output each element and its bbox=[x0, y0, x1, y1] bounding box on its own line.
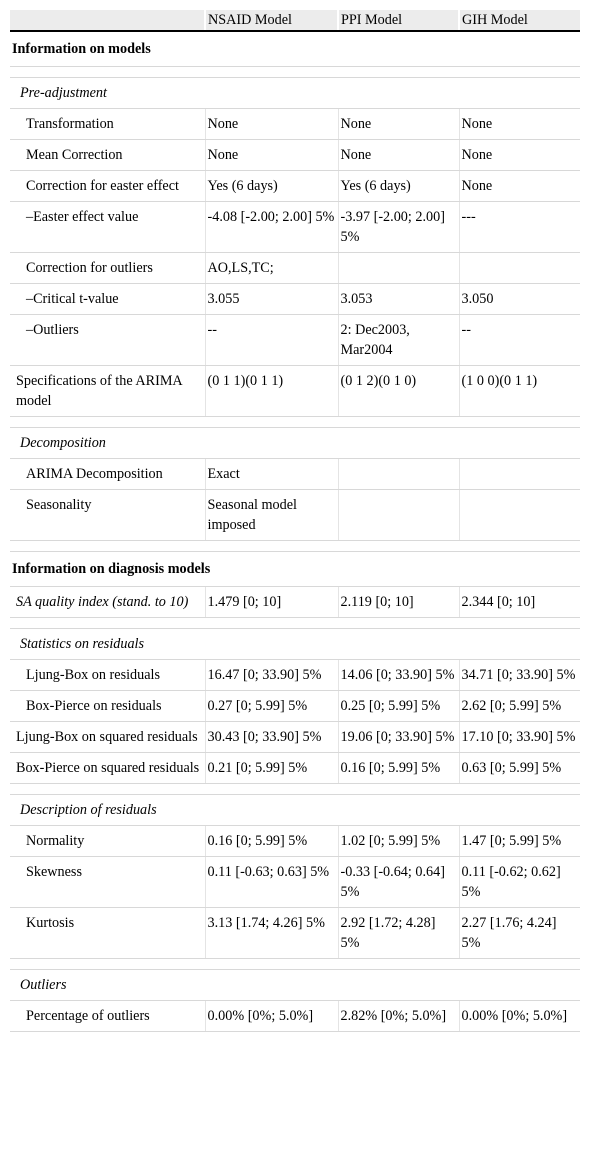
cell-nsaid: 0.27 [0; 5.99] 5% bbox=[205, 691, 338, 722]
cell-ppi: None bbox=[338, 109, 459, 140]
table-row bbox=[10, 826, 580, 857]
table-row bbox=[10, 366, 580, 417]
row-label: Kurtosis bbox=[10, 908, 205, 959]
row-label: Specifications of the ARIMA model bbox=[10, 366, 205, 417]
table-row bbox=[10, 202, 580, 253]
row-label: –Easter effect value bbox=[10, 202, 205, 253]
subsection-title: Pre-adjustment bbox=[10, 78, 580, 109]
table-row bbox=[10, 587, 580, 618]
cell-nsaid: -4.08 [-2.00; 2.00] 5% bbox=[205, 202, 338, 253]
row-label: Box-Pierce on squared residuals bbox=[10, 753, 205, 784]
subsection-title: Outliers bbox=[10, 970, 580, 1001]
table-row bbox=[10, 284, 580, 315]
cell-ppi bbox=[338, 459, 459, 490]
cell-ppi: 1.02 [0; 5.99] 5% bbox=[338, 826, 459, 857]
table-row bbox=[10, 109, 580, 140]
spacer-row bbox=[10, 784, 580, 795]
cell-nsaid: 0.16 [0; 5.99] 5% bbox=[205, 826, 338, 857]
spacer-row bbox=[10, 959, 580, 970]
cell-nsaid: 16.47 [0; 33.90] 5% bbox=[205, 660, 338, 691]
cell-nsaid: Yes (6 days) bbox=[205, 171, 338, 202]
cell-nsaid: None bbox=[205, 109, 338, 140]
cell-ppi: -0.33 [-0.64; 0.64] 5% bbox=[338, 857, 459, 908]
subsection-desc-residuals bbox=[10, 795, 580, 826]
row-label: Skewness bbox=[10, 857, 205, 908]
row-label: Ljung-Box on residuals bbox=[10, 660, 205, 691]
cell-gih bbox=[459, 253, 580, 284]
cell-nsaid: 0.21 [0; 5.99] 5% bbox=[205, 753, 338, 784]
section-diagnosis bbox=[10, 552, 580, 587]
row-label: –Outliers bbox=[10, 315, 205, 366]
cell-nsaid: 0.00% [0%; 5.0%] bbox=[205, 1001, 338, 1032]
cell-gih bbox=[459, 459, 580, 490]
header-gih: GIH Model bbox=[459, 10, 580, 31]
row-label: Correction for outliers bbox=[10, 253, 205, 284]
row-label: Box-Pierce on residuals bbox=[10, 691, 205, 722]
cell-ppi bbox=[338, 490, 459, 541]
spacer-row bbox=[10, 417, 580, 428]
cell-nsaid: (0 1 1)(0 1 1) bbox=[205, 366, 338, 417]
row-label: Normality bbox=[10, 826, 205, 857]
table-row bbox=[10, 722, 580, 753]
cell-ppi: 0.25 [0; 5.99] 5% bbox=[338, 691, 459, 722]
cell-gih: None bbox=[459, 140, 580, 171]
cell-gih: 17.10 [0; 33.90] 5% bbox=[459, 722, 580, 753]
subsection-title: Statistics on residuals bbox=[10, 629, 580, 660]
cell-ppi: 0.16 [0; 5.99] 5% bbox=[338, 753, 459, 784]
table-row bbox=[10, 691, 580, 722]
table-row bbox=[10, 660, 580, 691]
subsection-outliers bbox=[10, 970, 580, 1001]
cell-ppi: None bbox=[338, 140, 459, 171]
table-row bbox=[10, 459, 580, 490]
cell-ppi: 3.053 bbox=[338, 284, 459, 315]
cell-nsaid: Exact bbox=[205, 459, 338, 490]
cell-gih: 1.47 [0; 5.99] 5% bbox=[459, 826, 580, 857]
cell-ppi: Yes (6 days) bbox=[338, 171, 459, 202]
row-label: Ljung-Box on squared residuals bbox=[10, 722, 205, 753]
table-row bbox=[10, 171, 580, 202]
cell-ppi: 14.06 [0; 33.90] 5% bbox=[338, 660, 459, 691]
header-row bbox=[10, 10, 580, 31]
cell-nsaid: 0.11 [-0.63; 0.63] 5% bbox=[205, 857, 338, 908]
cell-gih: --- bbox=[459, 202, 580, 253]
table-row bbox=[10, 857, 580, 908]
table-row bbox=[10, 908, 580, 959]
subsection-title: Decomposition bbox=[10, 428, 580, 459]
cell-ppi: -3.97 [-2.00; 2.00] 5% bbox=[338, 202, 459, 253]
row-label: Transformation bbox=[10, 109, 205, 140]
cell-gih bbox=[459, 490, 580, 541]
cell-nsaid: AO,LS,TC; bbox=[205, 253, 338, 284]
row-label: –Critical t-value bbox=[10, 284, 205, 315]
cell-nsaid: None bbox=[205, 140, 338, 171]
cell-ppi: (0 1 2)(0 1 0) bbox=[338, 366, 459, 417]
cell-gih: None bbox=[459, 109, 580, 140]
row-label: Seasonality bbox=[10, 490, 205, 541]
table-row bbox=[10, 253, 580, 284]
table-row bbox=[10, 1001, 580, 1032]
cell-ppi: 2.119 [0; 10] bbox=[338, 587, 459, 618]
table-row bbox=[10, 140, 580, 171]
cell-gih: 2.344 [0; 10] bbox=[459, 587, 580, 618]
subsection-stats-residuals bbox=[10, 629, 580, 660]
section-models bbox=[10, 31, 580, 67]
section-title: Information on models bbox=[10, 31, 580, 67]
row-label: Correction for easter effect bbox=[10, 171, 205, 202]
spacer-row bbox=[10, 618, 580, 629]
table-row bbox=[10, 753, 580, 784]
cell-nsaid: 3.055 bbox=[205, 284, 338, 315]
cell-nsaid: 3.13 [1.74; 4.26] 5% bbox=[205, 908, 338, 959]
cell-gih: 2.27 [1.76; 4.24] 5% bbox=[459, 908, 580, 959]
section-title: Information on diagnosis models bbox=[10, 552, 580, 587]
row-label: Mean Correction bbox=[10, 140, 205, 171]
cell-gih: 34.71 [0; 33.90] 5% bbox=[459, 660, 580, 691]
cell-gih: (1 0 0)(0 1 1) bbox=[459, 366, 580, 417]
header-ppi: PPI Model bbox=[338, 10, 459, 31]
cell-nsaid: Seasonal model imposed bbox=[205, 490, 338, 541]
header-nsaid: NSAID Model bbox=[205, 10, 338, 31]
cell-gih: 2.62 [0; 5.99] 5% bbox=[459, 691, 580, 722]
row-label: SA quality index (stand. to 10) bbox=[10, 587, 205, 618]
table-row bbox=[10, 490, 580, 541]
subsection-preadjustment bbox=[10, 78, 580, 109]
cell-ppi bbox=[338, 253, 459, 284]
cell-gih: 0.63 [0; 5.99] 5% bbox=[459, 753, 580, 784]
spacer-row bbox=[10, 67, 580, 78]
cell-gih: None bbox=[459, 171, 580, 202]
cell-ppi: 19.06 [0; 33.90] 5% bbox=[338, 722, 459, 753]
spacer-row bbox=[10, 541, 580, 552]
cell-gih: 0.00% [0%; 5.0%] bbox=[459, 1001, 580, 1032]
cell-gih: 3.050 bbox=[459, 284, 580, 315]
subsection-title: Description of residuals bbox=[10, 795, 580, 826]
cell-nsaid: 1.479 [0; 10] bbox=[205, 587, 338, 618]
cell-ppi: 2: Dec2003, Mar2004 bbox=[338, 315, 459, 366]
cell-gih: -- bbox=[459, 315, 580, 366]
cell-ppi: 2.82% [0%; 5.0%] bbox=[338, 1001, 459, 1032]
table-row bbox=[10, 315, 580, 366]
cell-gih: 0.11 [-0.62; 0.62] 5% bbox=[459, 857, 580, 908]
header-empty bbox=[10, 10, 205, 31]
results-table bbox=[10, 10, 580, 1032]
row-label: Percentage of outliers bbox=[10, 1001, 205, 1032]
cell-nsaid: 30.43 [0; 33.90] 5% bbox=[205, 722, 338, 753]
row-label: ARIMA Decomposition bbox=[10, 459, 205, 490]
cell-nsaid: -- bbox=[205, 315, 338, 366]
subsection-decomposition bbox=[10, 428, 580, 459]
cell-ppi: 2.92 [1.72; 4.28] 5% bbox=[338, 908, 459, 959]
